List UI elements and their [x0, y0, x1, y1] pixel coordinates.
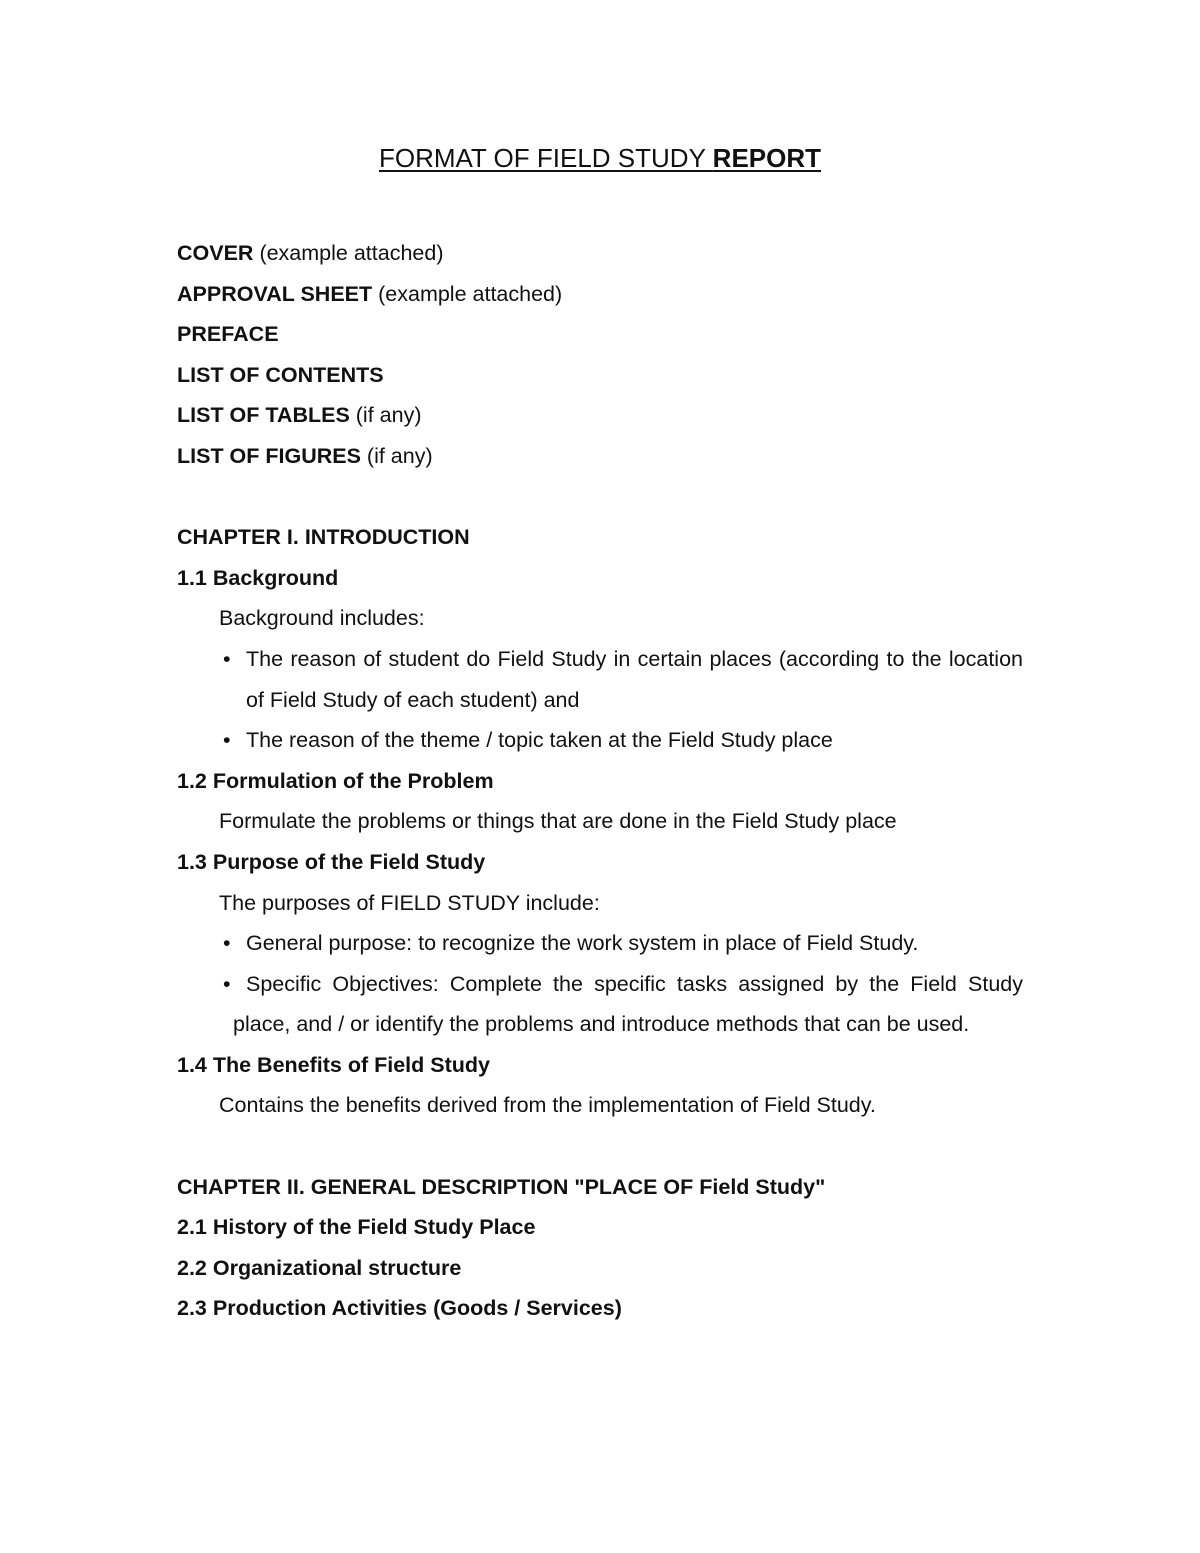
chapter-1-heading: CHAPTER I. INTRODUCTION: [177, 525, 470, 550]
title-bold: REPORT: [712, 143, 822, 173]
section-2-1-heading: 2.1 History of the Field Study Place: [177, 1215, 536, 1240]
spacer: [177, 477, 1023, 518]
bullet-icon: •: [223, 931, 231, 956]
section-2-2-heading: 2.2 Organizational structure: [177, 1255, 462, 1280]
bullet-item: [177, 720, 1023, 761]
document-body: [177, 233, 1023, 1329]
front-matter-item-preface: PREFACE: [177, 322, 279, 347]
front-matter-item-cover: COVER (example attached): [177, 241, 444, 265]
title-regular: FORMAT OF FIELD STUDY: [378, 143, 713, 173]
front-matter-item-approval-sheet: APPROVAL SHEET (example attached): [177, 281, 563, 306]
bullet-icon: •: [223, 646, 231, 671]
document-title: [0, 142, 1200, 174]
bullet-icon: •: [223, 971, 231, 996]
chapter-2-heading: CHAPTER II. GENERAL DESCRIPTION "PLACE OF Field Study": [177, 1174, 826, 1199]
section-1-4-text: Contains the benefits derived from the implementation of Field Study.: [219, 1093, 876, 1118]
section-2-3-heading: 2.3 Production Activities (Goods / Services): [177, 1296, 622, 1321]
bullet-item: [177, 923, 1023, 964]
section-1-1-heading: 1.1 Background: [177, 565, 339, 590]
front-matter-item-contents: LIST OF CONTENTS: [177, 362, 384, 387]
spacer: [177, 1126, 1023, 1167]
bullet-text: Specific Objectives: Complete the specific tasks assigned by the Field Study place, and / or identify the problems and introduce methods that can be used.: [233, 971, 1023, 1037]
section-1-2-heading: 1.2 Formulation of the Problem: [177, 768, 494, 793]
bullet-item: [177, 639, 1023, 720]
bullet-text: The reason of the theme / topic taken at the Field Study place: [246, 728, 833, 753]
section-1-3-heading: 1.3 Purpose of the Field Study: [177, 849, 486, 874]
bullet-item: [177, 964, 1023, 1045]
section-1-1-intro: Background includes:: [219, 606, 425, 631]
section-1-2-text: Formulate the problems or things that are done in the Field Study place: [219, 809, 897, 834]
front-matter-item-figures: LIST OF FIGURES (if any): [177, 443, 433, 468]
front-matter-item-tables: LIST OF TABLES (if any): [177, 403, 422, 428]
bullet-text: The reason of student do Field Study in certain places (according to the location of Field Study of each student) and: [246, 646, 1023, 712]
bullet-text: General purpose: to recognize the work system in place of Field Study.: [246, 931, 919, 956]
section-1-4-heading: 1.4 The Benefits of Field Study: [177, 1052, 490, 1077]
bullet-icon: •: [223, 728, 231, 753]
section-1-3-intro: The purposes of FIELD STUDY include:: [219, 890, 600, 915]
